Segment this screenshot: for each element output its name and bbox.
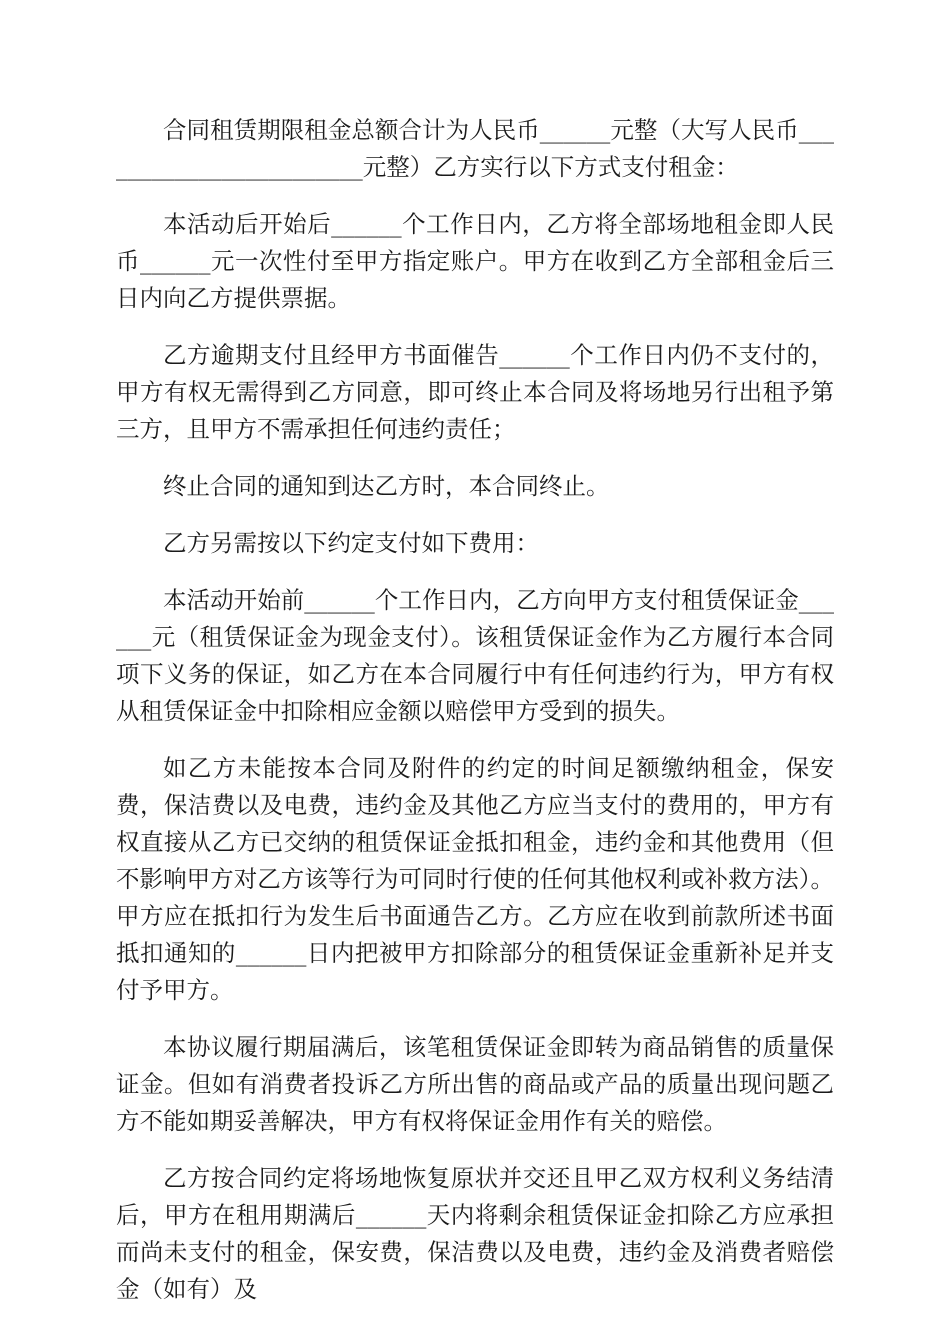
paragraph-deposit-deduction: 如乙方未能按本合同及附件的约定的时间足额缴纳租金，保安费，保洁费以及电费，违约金及其他乙方应当支付的费用的，甲方有权直接从乙方已交纳的租赁保证金抵扣租金，违约金和其他费用（但不影响甲方对乙方该等行为可同时行使的任何其他权利或补救方法）。甲方应在抵扣行为发生后书面通告乙方。乙方应在收到前款所述书面抵扣通知的______日内把被甲方扣除部分的租赁保证金重新补足并支付予甲方。 xyxy=(116,754,834,1004)
paragraph-deposit-refund: 乙方按合同约定将场地恢复原状并交还且甲乙双方权利义务结清后，甲方在租用期满后______天内将剩余租赁保证金扣除乙方应承担而尚未支付的租金，保安费，保洁费以及电费，违约金及消费者赔偿金（如有）及 xyxy=(116,1164,834,1303)
paragraph-deposit: 本活动开始前______个工作日内，乙方向甲方支付租赁保证金______元（租赁保证金为现金支付）。该租赁保证金作为乙方履行本合同项下义务的保证，如乙方在本合同履行中有任何违约行为，甲方有权从租赁保证金中扣除相应金额以赔偿甲方受到的损失。 xyxy=(116,586,834,725)
paragraph-rent-total: 合同租赁期限租金总额合计为人民币______元整（大写人民币________________________元整）乙方实行以下方式支付租金： xyxy=(116,116,834,181)
paragraph-late-payment: 乙方逾期支付且经甲方书面催告______个工作日内仍不支付的，甲方有权无需得到乙方同意，即可终止本合同及将场地另行出租予第三方，且甲方不需承担任何违约责任； xyxy=(116,341,834,443)
paragraph-payment-terms: 本活动后开始后______个工作日内，乙方将全部场地租金即人民币______元一次性付至甲方指定账户。甲方在收到乙方全部租金后三日内向乙方提供票据。 xyxy=(116,210,834,312)
paragraph-additional-fees: 乙方另需按以下约定支付如下费用： xyxy=(163,529,539,557)
paragraph-quality-guarantee: 本协议履行期届满后，该笔租赁保证金即转为商品销售的质量保证金。但如有消费者投诉乙方所出售的商品或产品的质量出现问题乙方不能如期妥善解决，甲方有权将保证金用作有关的赔偿。 xyxy=(116,1033,834,1135)
paragraph-termination-notice: 终止合同的通知到达乙方时，本合同终止。 xyxy=(163,472,610,500)
document-body xyxy=(116,112,834,1328)
